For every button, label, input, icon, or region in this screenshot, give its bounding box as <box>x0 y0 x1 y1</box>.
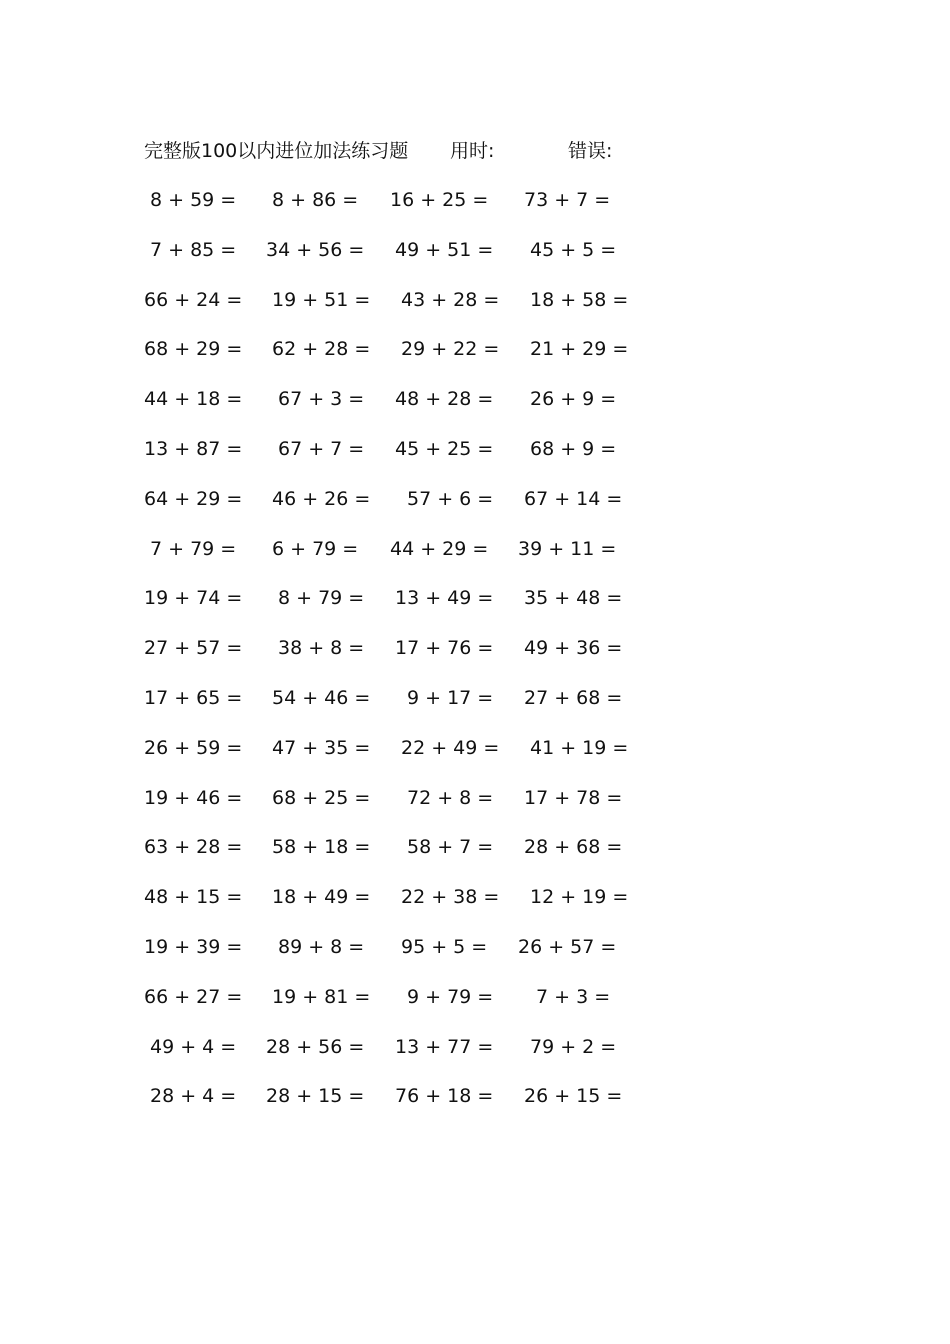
problem-row <box>0 982 950 1032</box>
addition-problem: 22 + 49 = <box>401 736 500 759</box>
addition-problem: 26 + 9 = <box>530 388 617 411</box>
addition-problem: 76 + 18 = <box>395 1085 494 1108</box>
addition-problem: 35 + 48 = <box>524 587 623 610</box>
addition-problem: 68 + 25 = <box>272 786 371 809</box>
problem-row <box>0 1032 950 1082</box>
time-label: 用时: <box>450 140 495 162</box>
addition-problem: 54 + 46 = <box>272 686 371 709</box>
addition-problem: 43 + 28 = <box>401 288 500 311</box>
addition-problem: 27 + 68 = <box>524 686 623 709</box>
addition-problem: 21 + 29 = <box>530 338 629 361</box>
addition-problem: 66 + 24 = <box>144 288 243 311</box>
addition-problem: 28 + 68 = <box>524 836 623 859</box>
addition-problem: 62 + 28 = <box>272 338 371 361</box>
addition-problem: 19 + 46 = <box>144 786 243 809</box>
addition-problem: 7 + 79 = <box>150 537 237 560</box>
problem-row <box>0 832 950 882</box>
problem-row <box>0 633 950 683</box>
addition-problem: 22 + 38 = <box>401 886 500 909</box>
addition-problem: 72 + 8 = <box>407 786 494 809</box>
addition-problem: 48 + 28 = <box>395 388 494 411</box>
problem-row <box>0 185 950 235</box>
addition-problem: 44 + 18 = <box>144 388 243 411</box>
addition-problem: 13 + 49 = <box>395 587 494 610</box>
addition-problem: 19 + 51 = <box>272 288 371 311</box>
addition-problem: 13 + 87 = <box>144 437 243 460</box>
problem-row <box>0 932 950 982</box>
addition-problem: 8 + 79 = <box>278 587 365 610</box>
addition-problem: 6 + 79 = <box>272 537 359 560</box>
addition-problem: 39 + 11 = <box>518 537 617 560</box>
addition-problem: 18 + 49 = <box>272 886 371 909</box>
addition-problem: 7 + 3 = <box>536 985 611 1008</box>
addition-problem: 79 + 2 = <box>530 1035 617 1058</box>
addition-problem: 67 + 7 = <box>278 437 365 460</box>
addition-problem: 68 + 29 = <box>144 338 243 361</box>
addition-problem: 38 + 8 = <box>278 637 365 660</box>
addition-problem: 41 + 19 = <box>530 736 629 759</box>
worksheet-title: 完整版100以内进位加法练习题 <box>144 140 409 162</box>
addition-problem: 26 + 59 = <box>144 736 243 759</box>
addition-problem: 19 + 81 = <box>272 985 371 1008</box>
addition-problem: 8 + 59 = <box>150 189 237 211</box>
addition-problem: 27 + 57 = <box>144 637 243 660</box>
addition-problem: 18 + 58 = <box>530 288 629 311</box>
addition-problem: 73 + 7 = <box>524 189 611 211</box>
addition-problem: 89 + 8 = <box>278 935 365 958</box>
addition-problem: 57 + 6 = <box>407 487 494 510</box>
addition-problem: 95 + 5 = <box>401 935 488 958</box>
addition-problem: 58 + 18 = <box>272 836 371 859</box>
problem-row <box>0 733 950 783</box>
addition-problem: 48 + 15 = <box>144 886 243 909</box>
addition-problem: 8 + 86 = <box>272 189 359 211</box>
addition-problem: 67 + 14 = <box>524 487 623 510</box>
addition-problem: 19 + 39 = <box>144 935 243 958</box>
addition-problem: 63 + 28 = <box>144 836 243 859</box>
problem-row <box>0 882 950 932</box>
problem-row <box>0 235 950 285</box>
addition-problem: 49 + 4 = <box>150 1035 237 1058</box>
problem-row <box>0 334 950 384</box>
addition-problem: 7 + 85 = <box>150 238 237 261</box>
problem-row <box>0 285 950 335</box>
problem-row <box>0 484 950 534</box>
addition-problem: 64 + 29 = <box>144 487 243 510</box>
addition-problem: 46 + 26 = <box>272 487 371 510</box>
addition-problem: 17 + 65 = <box>144 686 243 709</box>
addition-problem: 49 + 36 = <box>524 637 623 660</box>
addition-problem: 47 + 35 = <box>272 736 371 759</box>
problem-row <box>0 1081 950 1131</box>
problem-row <box>0 534 950 584</box>
addition-problem: 28 + 56 = <box>266 1035 365 1058</box>
addition-problem: 17 + 78 = <box>524 786 623 809</box>
addition-problem: 49 + 51 = <box>395 238 494 261</box>
error-label: 错误: <box>568 140 613 162</box>
addition-problem: 9 + 17 = <box>407 686 494 709</box>
addition-problem: 17 + 76 = <box>395 637 494 660</box>
addition-problem: 67 + 3 = <box>278 388 365 411</box>
problem-grid <box>0 185 950 1131</box>
problem-row <box>0 683 950 733</box>
addition-problem: 45 + 25 = <box>395 437 494 460</box>
addition-problem: 29 + 22 = <box>401 338 500 361</box>
addition-problem: 45 + 5 = <box>530 238 617 261</box>
addition-problem: 44 + 29 = <box>390 537 489 560</box>
addition-problem: 13 + 77 = <box>395 1035 494 1058</box>
addition-problem: 28 + 15 = <box>266 1085 365 1108</box>
addition-problem: 58 + 7 = <box>407 836 494 859</box>
addition-problem: 66 + 27 = <box>144 985 243 1008</box>
problem-row <box>0 434 950 484</box>
problem-row <box>0 783 950 833</box>
addition-problem: 9 + 79 = <box>407 985 494 1008</box>
addition-problem: 28 + 4 = <box>150 1085 237 1108</box>
problem-row <box>0 384 950 434</box>
addition-problem: 26 + 15 = <box>524 1085 623 1108</box>
addition-problem: 19 + 74 = <box>144 587 243 610</box>
addition-problem: 26 + 57 = <box>518 935 617 958</box>
addition-problem: 12 + 19 = <box>530 886 629 909</box>
addition-problem: 68 + 9 = <box>530 437 617 460</box>
addition-problem: 16 + 25 = <box>390 189 489 211</box>
addition-problem: 34 + 56 = <box>266 238 365 261</box>
problem-row <box>0 583 950 633</box>
